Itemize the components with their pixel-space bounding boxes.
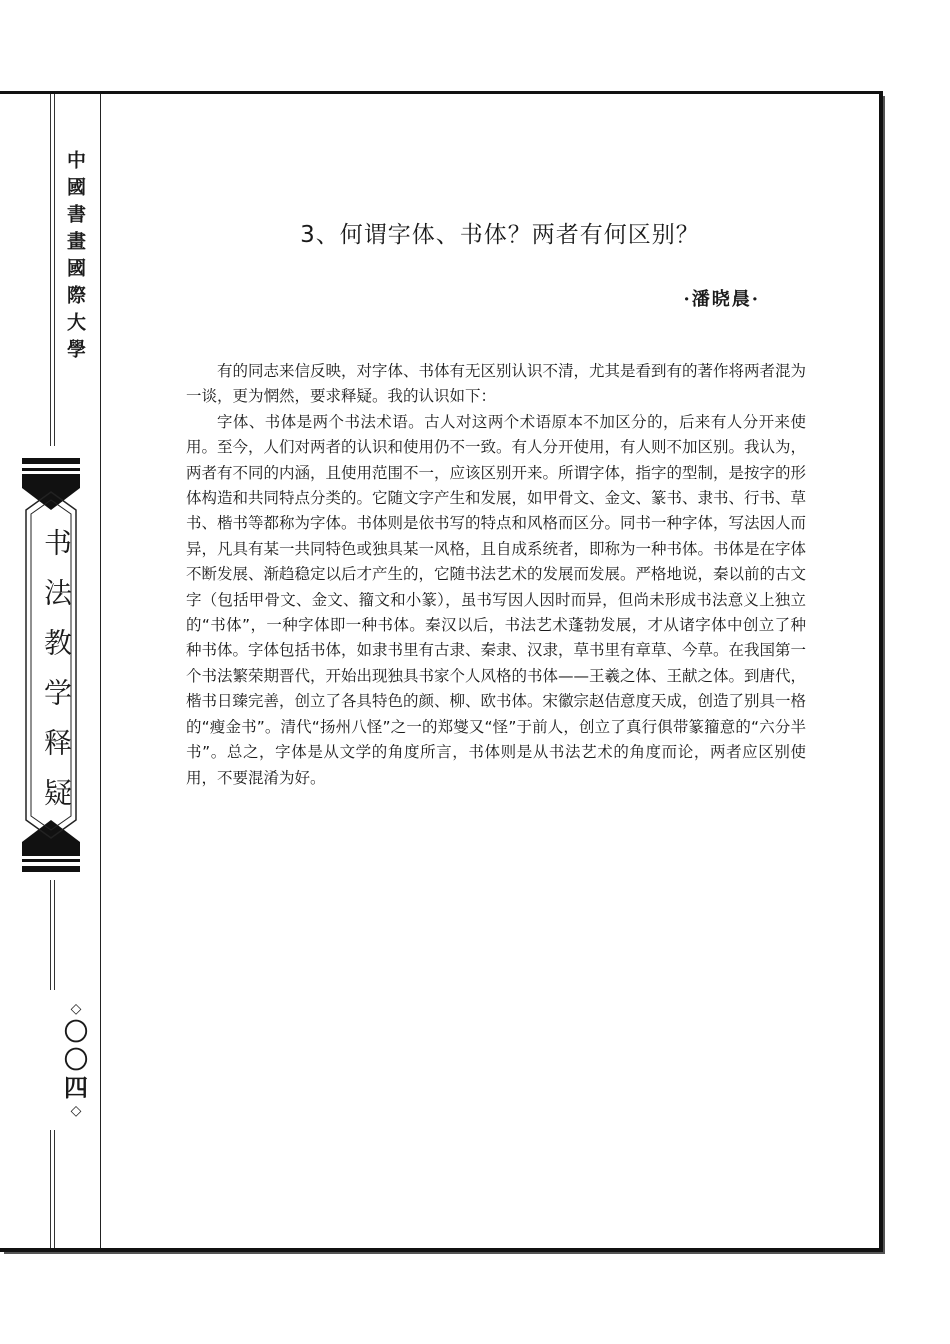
university-name: 中國書畫國際大學: [64, 150, 86, 366]
page-number: [62, 1000, 90, 1120]
frame-right-shadow: [883, 96, 885, 1252]
article-title: 3、何谓字体、书体？两者有何区别？: [300, 222, 700, 248]
page-number-digit: 四: [64, 1074, 88, 1102]
sidebar-divider: [100, 94, 101, 1248]
sidebar-rail-right-lower: [54, 1130, 55, 1248]
sidebar-rail-left-upper: [50, 94, 51, 446]
sidebar-rail-right-middle: [54, 880, 55, 990]
book-title: 书法教学释疑: [40, 528, 73, 828]
article-author: ·潘晓晨·: [683, 289, 760, 310]
frame-bottom-shadow: [4, 1252, 885, 1254]
sidebar-rail-right-upper: [54, 94, 55, 446]
article-body: [186, 359, 806, 791]
sidebar-rail-left-middle: [50, 880, 51, 990]
paragraph: 有的同志来信反映，对字体、书体有无区别认识不清，尤其是看到有的著作将两者混为一谈，更为惘然，要求释疑。我的认识如下：: [186, 362, 807, 406]
sidebar-rail-left-lower: [50, 1130, 51, 1248]
page-number-diamond-bottom: ◇: [70, 1103, 82, 1119]
frame-top-border: [0, 91, 882, 94]
page-number-digit: 〇: [64, 1018, 88, 1046]
page-number-diamond-top: ◇: [70, 1001, 82, 1017]
paragraph: 字体、书体是两个书法术语。古人对这两个术语原本不加区分的，后来有人分开来使用。至今，人们对两者的认识和使用仍不一致。有人分开使用，有人则不加区别。我认为，两者有不同的内涵，且使用范围不一，应该区别开来。所谓字体，指字的型制，是按字的形体构造和共同特点分类的。它随文字产生和发展，如甲骨文、金文、篆书、隶书、行书、草书、楷书等都称为字体。书体则是依书写的特点和风格而区分。同书一种字体，写法因人而异，凡具有某一共同特色或独具某一风格，且自成系统者，即称为一种书体。书体是在字体不断发展、渐趋稳定以后才产生的，它随书法艺术的发展而发展。严格地说，秦以前的古文字（包括甲骨文、金文、籀文和小篆），虽书写因人因时而异，但尚未形成书法意义上独立的“书体”，一种字体即一种书体。秦汉以后，书法艺术蓬勃发展，才从诸字体中创立了种种书体。字体包括书体，如隶书里有古隶、秦隶、汉隶，草书里有章草、今草。在我国第一个书法繁荣期晋代，开始出现独具书家个人风格的书体——王羲之体、王献之体。到唐代，楷书日臻完善，创立了各具特色的颜、柳、欧书体。宋徽宗赵佶意度天成，创造了别具一格的“瘦金书”。清代“扬州八怪”之一的郑燮又“怪”于前人，创立了真行俱带篆籀意的“六分半书”。总之，字体是从文学的角度所言，书体则是从书法艺术的角度而论，两者应区别使用，不要混淆为好。: [186, 412, 807, 787]
page-number-digit: 〇: [64, 1046, 88, 1074]
